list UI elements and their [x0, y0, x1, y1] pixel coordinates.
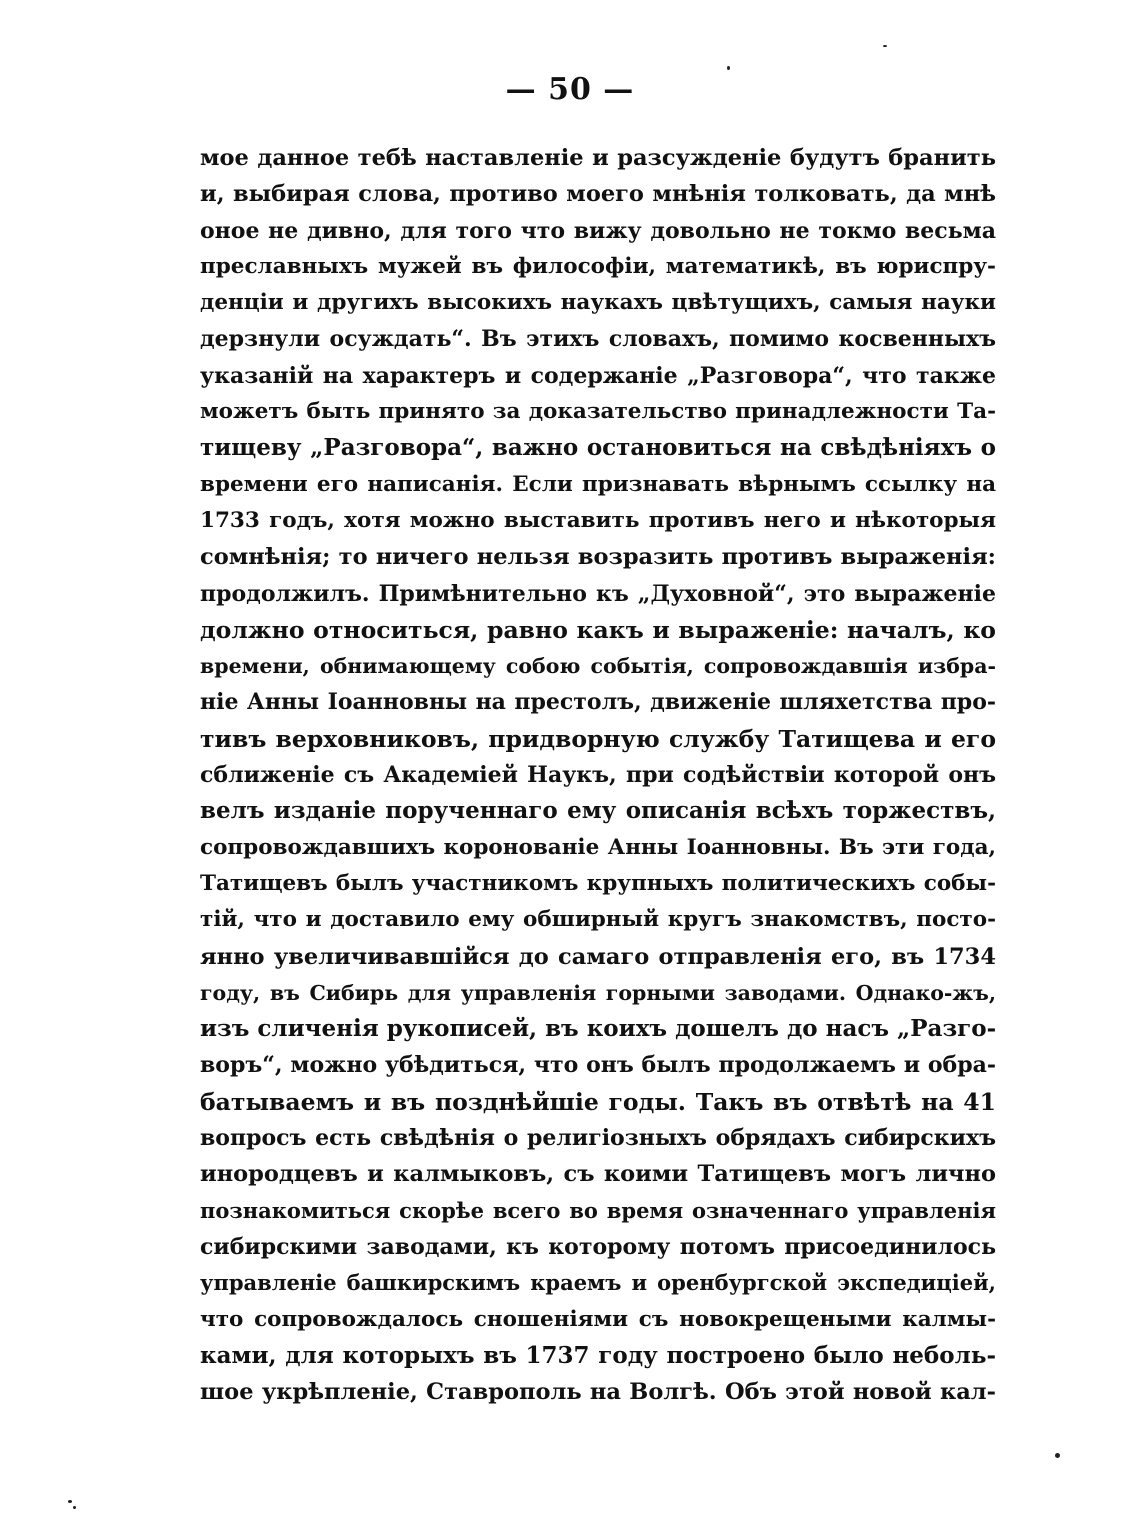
- text-line: воръ“, можно убѣдиться, что онъ былъ продолжаемъ и обра-: [200, 1052, 996, 1079]
- text-line: мое данное тебѣ наставленіе и разсужденіе будутъ бранить: [200, 145, 996, 171]
- text-line: и, выбирая слова, противо моего мнѣнія толковать, да мнѣ: [200, 181, 996, 208]
- text-line: что сопровождалось сношеніями съ новокрещеными калмы-: [200, 1306, 996, 1332]
- text-line: янно увеличивавшійся до самаго отправленія его, въ 1734: [200, 943, 996, 970]
- text-line: изъ сличенія рукописей, въ коихъ дошелъ до насъ „Разго-: [200, 1015, 997, 1043]
- text-line: продолжилъ. Примѣнительно къ „Духовной“, это выраженіе: [200, 580, 996, 607]
- body-text: [200, 140, 996, 1410]
- text-line: управленіе башкирскимъ краемъ и оренбургской экспедиціей,: [200, 1270, 996, 1296]
- text-line: тищеву „Разговора“, важно остановиться на свѣдѣніяхъ о: [200, 434, 996, 462]
- paper-speck: [1055, 1453, 1060, 1458]
- paper-speck: [68, 1500, 72, 1503]
- page-number: — 50 —: [505, 72, 635, 107]
- text-line: денціи и другихъ высокихъ наукахъ цвѣтущихъ, самыя науки: [200, 290, 996, 316]
- text-line: сопровождавшихъ коронованіе Анны Іоанновны. Въ эти года,: [200, 834, 996, 860]
- paper-speck: [73, 1506, 76, 1509]
- text-line: ками, для которыхъ въ 1737 году построено было неболь-: [200, 1341, 996, 1369]
- text-line: оное не дивно, для того что вижу довольно не токмо весьма: [200, 217, 996, 244]
- text-line: времени, обнимающему собою событія, сопровождавшія избра-: [200, 654, 996, 679]
- text-line: Татищевъ былъ участникомъ крупныхъ политическихъ собы-: [200, 870, 996, 896]
- text-line: батываемъ и въ позднѣйшіе годы. Такъ въ отвѣтѣ на 41: [200, 1087, 996, 1116]
- paper-speck: [883, 45, 887, 47]
- text-line: сомнѣнія; то ничего нельзя возразить противъ выраженія:: [200, 544, 996, 571]
- text-line: указаній на характеръ и содержаніе „Разговора“, что также: [200, 362, 996, 389]
- text-line: можетъ быть принято за доказательство принадлежности Та-: [200, 399, 996, 425]
- text-line: сближеніе съ Академіей Наукъ, при содѣйствіи которой онъ: [200, 762, 996, 789]
- text-line: ніе Анны Іоанновны на престолъ, движеніе шляхетства про-: [200, 689, 996, 716]
- text-line: тій, что и доставило ему обширный кругъ знакомствъ, посто-: [200, 907, 996, 933]
- text-line: 1733 годъ, хотя можно выставить противъ него и нѣкоторыя: [200, 507, 996, 533]
- text-line: преславныхъ мужей въ философіи, математикѣ, въ юриспру-: [200, 253, 996, 279]
- text-line: тивъ верховниковъ, придворную службу Татищева и его: [200, 724, 996, 753]
- text-line: должно относиться, равно какъ и выраженіе: началъ, ко: [200, 615, 996, 644]
- text-line: году, въ Сибирь для управленія горными заводами. Однако-жъ,: [200, 980, 996, 1005]
- text-line: вопросъ есть свѣдѣнія о религіозныхъ обрядахъ сибирскихъ: [200, 1125, 996, 1152]
- text-line: сибирскими заводами, къ которому потомъ присоединилось: [200, 1233, 996, 1260]
- text-line: велъ изданіе порученнаго ему описанія всѣхъ торжествъ,: [200, 797, 996, 825]
- text-line: шое укрѣпленіе, Ставрополь на Волгѣ. Объ этой новой кал-: [200, 1379, 996, 1406]
- text-line: познакомиться скорѣе всего во время означеннаго управленія: [200, 1197, 996, 1223]
- text-line: дерзнули осуждать“. Въ этихъ словахъ, помимо косвенныхъ: [200, 326, 996, 353]
- text-line: времени его написанія. Если признавать вѣрнымъ ссылку на: [200, 471, 996, 497]
- paper-speck: [727, 66, 730, 70]
- text-line: инородцевъ и калмыковъ, съ коими Татищевъ могъ лично: [200, 1161, 996, 1188]
